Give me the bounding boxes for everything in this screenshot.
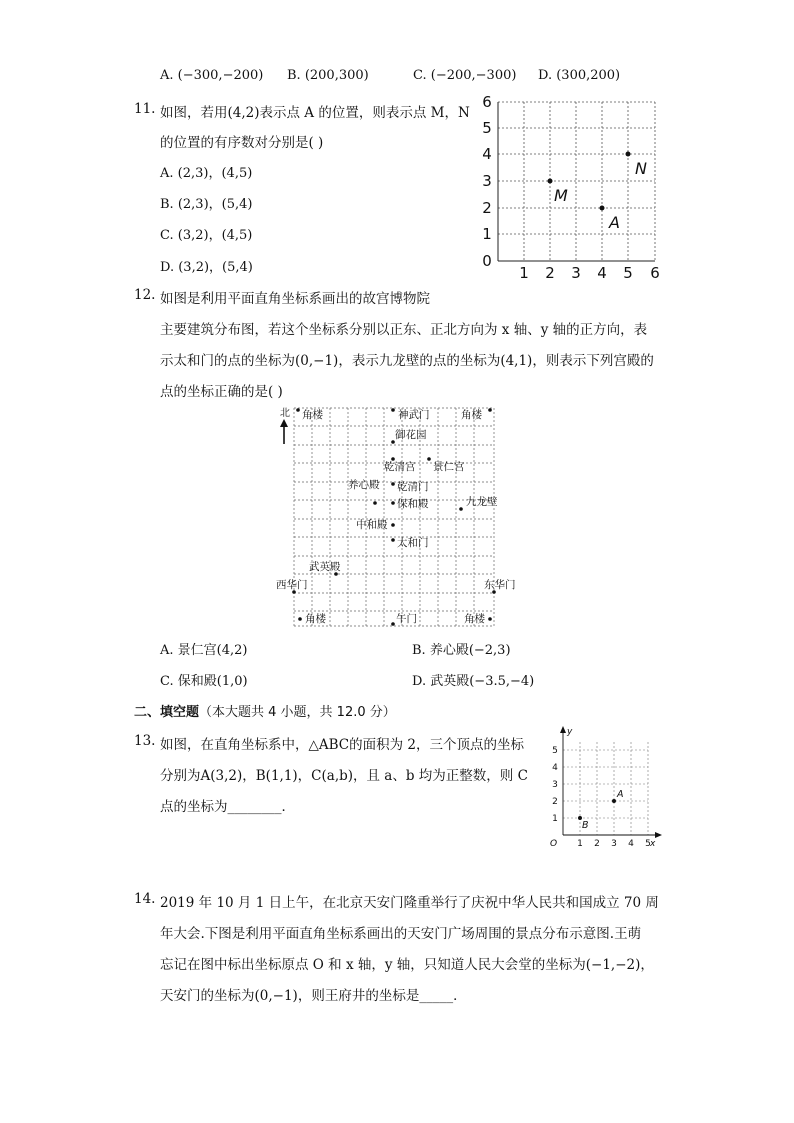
q13-tick-x4: 4 [628, 839, 634, 848]
q11-tick-x2: 2 [545, 264, 555, 282]
map-label-yangxindian: 养心殿 [348, 479, 380, 491]
map-label-shenwumen: 神武门 [398, 409, 430, 421]
q14-line4: 天安门的坐标为(0,−1)，则王府井的坐标是_____． [160, 988, 467, 1004]
q10-option-b: B. (200,300) [287, 68, 369, 83]
map-label-qianqingmen: 乾清门 [397, 481, 429, 493]
q11-option-a: A. (2,3)，(4,5) [160, 166, 253, 181]
q11-label-m: M [554, 186, 568, 205]
map-label-donghuamen: 东华门 [484, 579, 516, 591]
map-label-jiaolou-se: 角楼 [464, 613, 485, 625]
map-label-baohedian: 保和殿 [397, 498, 429, 510]
q12-option-b: B. 养心殿(−2,3) [412, 643, 511, 658]
q10-option-d: D. (300,200) [538, 68, 621, 83]
q11-tick-y3: 3 [482, 172, 492, 190]
q13-point-a [612, 799, 616, 803]
q13-x-arrow-icon [655, 832, 662, 838]
q11-label-n: N [635, 159, 647, 178]
q11-tick-x5: 5 [623, 264, 633, 282]
q13-tick-x1: 1 [577, 839, 583, 848]
map-label-wuyingdian: 武英殿 [309, 561, 341, 573]
q14-line3: 忘记在图中标出坐标原点 O 和 x 轴，y 轴，只知道人民大会堂的坐标为(−1,−2)， [160, 957, 654, 973]
q11-tick-x6: 6 [650, 264, 660, 282]
q13-x-label: x [650, 839, 656, 848]
north-label: 北 [280, 408, 290, 419]
map-label-wumen: 午门 [396, 613, 417, 625]
q11-point-n [626, 152, 631, 157]
q11-tick-y4: 4 [482, 145, 492, 163]
q11-point-m [548, 179, 553, 184]
q13-number: 13. [134, 733, 156, 749]
q12-option-c: C. 保和殿(1,0) [160, 674, 248, 689]
q11-grid-figure [478, 92, 668, 282]
palace-map-figure [276, 402, 516, 632]
q11-tick-y6: 6 [482, 93, 492, 111]
q12-option-d: D. 武英殿(−3.5,−4) [412, 674, 535, 689]
q12-option-a: A. 景仁宫(4,2) [160, 643, 248, 658]
q13-tick-y1: 1 [552, 814, 558, 824]
q13-tick-y2: 2 [552, 797, 558, 807]
q14-line1: 2019 年 10 月 1 日上午，在北京天安门隆重举行了庆祝中华人民共和国成立 70 周 [160, 895, 659, 911]
q11-tick-x1: 1 [519, 264, 529, 282]
q13-origin-label: O [550, 839, 558, 848]
q11-option-d: D. (3,2)，(5,4) [160, 260, 253, 275]
q10-option-a: A. (−300,−200) [160, 68, 264, 83]
map-label-jiaolou-nw: 角楼 [302, 409, 323, 421]
q14-line2: 年大会.下图是利用平面直角坐标系画出的天安门广场周围的景点分布示意图.王萌 [160, 926, 642, 942]
q11-tick-y1: 1 [482, 225, 492, 243]
q13-tick-y5: 5 [552, 746, 558, 756]
q13-tick-y4: 4 [552, 763, 558, 773]
map-label-zhonghedian: 中和殿 [356, 519, 388, 531]
q13-label-a: A [617, 789, 624, 800]
q11-number: 11. [134, 101, 156, 117]
q11-line2: 的位置的有序数对分别是( ) [160, 135, 324, 151]
q10-option-c: C. (−200,−300) [413, 68, 517, 83]
map-label-jiulongbi: 九龙壁 [466, 496, 498, 508]
q13-label-b: B [582, 820, 589, 831]
map-label-yuhuayuan: 御花园 [395, 429, 427, 441]
section-2-title: 二、填空题 [134, 705, 200, 720]
map-label-jingrengong: 景仁宫 [433, 461, 465, 473]
section-2-heading [134, 701, 396, 720]
q11-tick-x4: 4 [597, 264, 607, 282]
q11-label-a: A [609, 213, 620, 232]
q13-y-label: y [567, 727, 573, 737]
q12-line2: 主要建筑分布图，若这个坐标系分别以正东、正北方向为 x 轴、y 轴的正方向，表 [160, 322, 648, 338]
q13-line2: 分别为A(3,2)，B(1,1)，C(a,b)，且 a、b 均为正整数，则 C [160, 768, 528, 784]
section-2-note: （本大题共 4 小题，共 12.0 分） [199, 705, 396, 720]
q12-number: 12. [134, 287, 156, 303]
q12-line1: 如图是利用平面直角坐标系画出的故宫博物院 [160, 291, 430, 307]
map-label-qianqinggong: 乾清宫 [384, 461, 416, 473]
q12-line4: 点的坐标正确的是( ) [160, 384, 283, 400]
q11-tick-y2: 2 [482, 199, 492, 217]
q13-line1: 如图，在直角坐标系中，△ABC的面积为 2，三个顶点的坐标 [160, 737, 525, 753]
q11-line1: 如图，若用(4,2)表示点 A 的位置，则表示点 M，N [160, 105, 470, 121]
q13-tick-x5: 5 [645, 839, 651, 848]
q13-grid-figure [540, 722, 666, 848]
map-label-taihemen: 太和门 [397, 537, 429, 549]
q13-line3: 点的坐标为________． [160, 799, 295, 815]
q11-tick-y0: 0 [482, 252, 492, 270]
q11-tick-y5: 5 [482, 119, 492, 137]
q14-number: 14. [134, 891, 156, 907]
q13-tick-x3: 3 [611, 839, 617, 848]
q11-option-b: B. (2,3)，(5,4) [160, 197, 253, 212]
q11-tick-x3: 3 [571, 264, 581, 282]
q11-point-a [600, 206, 605, 211]
map-label-jiaolou-ne: 角楼 [461, 409, 482, 421]
q11-option-c: C. (3,2)，(4,5) [160, 228, 253, 243]
q13-tick-x2: 2 [594, 839, 600, 848]
map-label-xihuamen: 西华门 [276, 579, 308, 591]
q13-y-arrow-icon [560, 726, 566, 733]
q13-tick-y3: 3 [552, 780, 558, 790]
q12-line3: 示太和门的点的坐标为(0,−1)，表示九龙壁的点的坐标为(4,1)，则表示下列宫殿的 [160, 353, 654, 369]
map-label-jiaolou-sw: 角楼 [305, 613, 326, 625]
